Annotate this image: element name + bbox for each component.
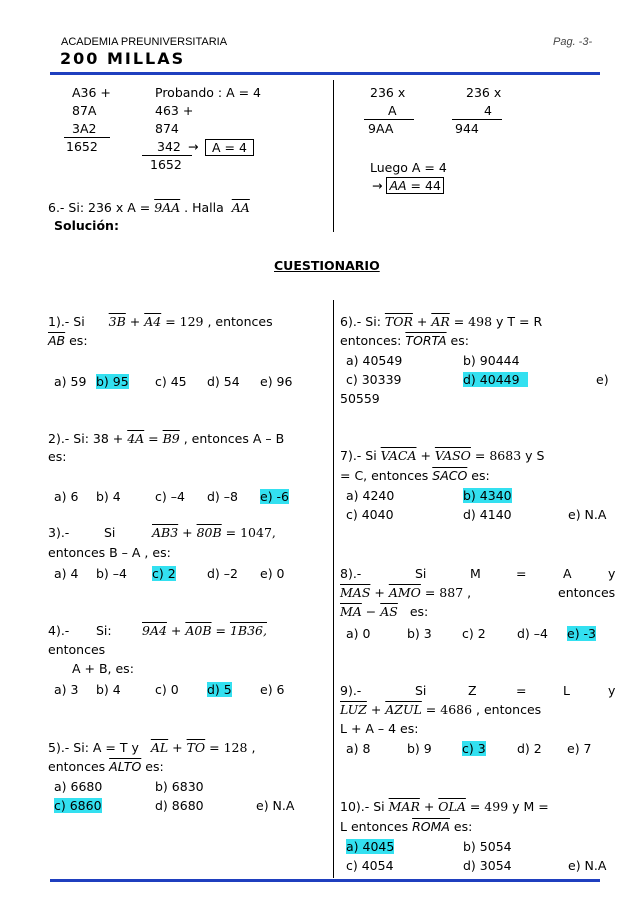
text: , bbox=[463, 585, 472, 600]
arrow-icon: → bbox=[372, 178, 383, 193]
option[interactable]: b) 9 bbox=[407, 741, 432, 756]
option[interactable]: e) N.A bbox=[256, 798, 295, 813]
column-divider bbox=[333, 300, 334, 878]
text: = 128 bbox=[205, 740, 248, 755]
option-continued: 50559 bbox=[340, 391, 380, 406]
option[interactable]: b) 4 bbox=[96, 682, 121, 697]
option[interactable]: a) 3 bbox=[54, 682, 79, 697]
answer-box bbox=[386, 177, 443, 194]
option[interactable]: e) 0 bbox=[260, 566, 285, 581]
text: y S bbox=[521, 448, 545, 463]
expression: TORTA bbox=[405, 333, 447, 348]
option[interactable]: a) 6680 bbox=[54, 779, 103, 794]
option[interactable]: a) 0 bbox=[346, 626, 371, 641]
sum-line: 874 bbox=[155, 121, 179, 136]
text: , entonces A – B bbox=[179, 431, 285, 446]
text: y T = R bbox=[492, 314, 543, 329]
option[interactable]: e) bbox=[596, 372, 609, 387]
expression: $\overline{MAS}$ bbox=[340, 585, 371, 600]
product-rule bbox=[364, 119, 414, 120]
question-text bbox=[340, 448, 544, 463]
question-text: y bbox=[608, 566, 616, 581]
question-text: Si bbox=[415, 566, 427, 581]
expression: $\overline{LUZ}$ bbox=[340, 702, 367, 717]
option-correct[interactable]: b) 4340 bbox=[463, 488, 512, 503]
question-text bbox=[340, 819, 472, 834]
expression: 80B bbox=[196, 525, 222, 540]
question-expression bbox=[142, 623, 267, 638]
expression: ROMA bbox=[412, 819, 450, 834]
sum-line: A36 + bbox=[72, 85, 111, 100]
question-text bbox=[340, 314, 542, 329]
text: + bbox=[370, 585, 389, 600]
text: 1).- Si bbox=[48, 314, 89, 329]
option[interactable]: c) 4054 bbox=[346, 858, 394, 873]
option[interactable]: e) 96 bbox=[260, 374, 293, 389]
option[interactable]: d) 4140 bbox=[463, 507, 512, 522]
option[interactable]: a) 40549 bbox=[346, 353, 403, 368]
expression: $\overline{AS}$ bbox=[380, 604, 398, 619]
expression: $\overline{TOR}$ bbox=[384, 314, 413, 329]
option[interactable]: d) 3054 bbox=[463, 858, 512, 873]
text: + bbox=[178, 525, 197, 540]
question-6-statement bbox=[48, 200, 250, 215]
question-text: 9).- bbox=[340, 683, 362, 698]
expression: 1B36, bbox=[229, 623, 267, 638]
option[interactable]: b) –4 bbox=[96, 566, 127, 581]
option[interactable]: d) –2 bbox=[207, 566, 238, 581]
text: = 1047, bbox=[221, 525, 276, 540]
expression: 9AA bbox=[154, 200, 181, 215]
answer-box: A = 4 bbox=[205, 139, 254, 156]
luego-line: Luego A = 4 bbox=[370, 160, 447, 175]
question-text: 8).- bbox=[340, 566, 362, 581]
text: , entonces bbox=[472, 702, 542, 717]
option[interactable]: a) 59 bbox=[54, 374, 87, 389]
expression: A4 bbox=[144, 314, 162, 329]
text: 6.- Si: 236 x A = bbox=[48, 200, 155, 215]
option-correct[interactable]: e) -6 bbox=[260, 489, 290, 504]
expression: $\overline{MAR}$ bbox=[388, 799, 420, 814]
option[interactable]: d) –4 bbox=[517, 626, 548, 641]
question-text: entonces bbox=[558, 585, 616, 600]
question-text: A bbox=[563, 566, 572, 581]
option[interactable]: a) 6 bbox=[54, 489, 79, 504]
text: = 8683 bbox=[470, 448, 522, 463]
expression: $\overline{AL}$ bbox=[150, 740, 169, 755]
option-correct[interactable]: b) 95 bbox=[96, 374, 129, 389]
option[interactable]: b) 4 bbox=[96, 489, 121, 504]
text: 7).- Si bbox=[340, 448, 381, 463]
question-text bbox=[48, 333, 88, 348]
expression: $\overline{AA}$ bbox=[231, 200, 250, 215]
text: = C, entonces bbox=[340, 468, 433, 483]
text: , bbox=[247, 740, 256, 755]
text: entonces: bbox=[340, 333, 406, 348]
text: 6).- Si: bbox=[340, 314, 385, 329]
sum-line: 463 + bbox=[155, 103, 194, 118]
expression: $\overline{TO}$ bbox=[186, 740, 206, 755]
option[interactable]: b) 6830 bbox=[155, 779, 204, 794]
question-text: es: bbox=[48, 449, 67, 464]
expression: $\overline{AA}$ bbox=[389, 178, 407, 193]
question-text bbox=[48, 314, 273, 329]
column-divider bbox=[333, 80, 334, 232]
expression: $\overline{OLA}$ bbox=[438, 799, 466, 814]
text: . Halla bbox=[180, 200, 228, 215]
option-correct[interactable]: a) 4045 bbox=[346, 839, 395, 854]
document-title: 200 MILLAS bbox=[60, 49, 186, 68]
question-text: = bbox=[516, 566, 527, 581]
expression: ALTO bbox=[109, 759, 142, 774]
expression: SACO bbox=[432, 468, 468, 483]
text: L entonces bbox=[340, 819, 413, 834]
text: es: bbox=[467, 468, 490, 483]
expression: A0B bbox=[185, 623, 212, 638]
section-title: CUESTIONARIO bbox=[274, 258, 380, 273]
product-result: 944 bbox=[455, 121, 479, 136]
option-correct[interactable]: c) 2 bbox=[152, 566, 176, 581]
option[interactable]: d) –8 bbox=[207, 489, 238, 504]
option[interactable]: e) 7 bbox=[567, 741, 592, 756]
question-text: y bbox=[608, 683, 616, 698]
question-text bbox=[340, 468, 490, 483]
text: y M = bbox=[508, 799, 549, 814]
option[interactable]: e) N.A bbox=[568, 507, 607, 522]
product-line: 236 x bbox=[466, 85, 502, 100]
text: = 498 bbox=[449, 314, 493, 329]
question-text: = bbox=[516, 683, 527, 698]
sum-result: 1652 bbox=[66, 139, 98, 154]
text: = bbox=[211, 623, 230, 638]
option-correct[interactable]: e) -3 bbox=[567, 626, 597, 641]
text: es: bbox=[446, 333, 469, 348]
sum-line: 3A2 bbox=[72, 121, 97, 136]
product-line: 236 x bbox=[370, 85, 406, 100]
option[interactable]: d) 2 bbox=[517, 741, 542, 756]
sum-line: 87A bbox=[72, 103, 97, 118]
question-text: Z bbox=[468, 683, 477, 698]
text: − bbox=[361, 604, 381, 619]
text: , entonces bbox=[203, 314, 273, 329]
question-text bbox=[340, 799, 549, 814]
question-expression bbox=[340, 702, 541, 717]
question-text: Si bbox=[415, 683, 427, 698]
option[interactable]: c) 45 bbox=[155, 374, 187, 389]
text: = 887 bbox=[420, 585, 464, 600]
sum-result: 1652 bbox=[150, 157, 182, 172]
conclusion-line bbox=[372, 178, 444, 193]
text: es: bbox=[141, 759, 164, 774]
option[interactable]: b) 3 bbox=[407, 626, 432, 641]
question-text bbox=[48, 740, 255, 755]
question-text: Si bbox=[104, 525, 116, 540]
expression: AB3 bbox=[152, 525, 179, 540]
option[interactable]: c) 30339 bbox=[346, 372, 402, 387]
expression: $\overline{AMO}$ bbox=[388, 585, 421, 600]
expression: VASO bbox=[434, 448, 471, 463]
solution-label: Solución: bbox=[54, 218, 119, 233]
option[interactable]: c) 2 bbox=[462, 626, 486, 641]
text: = bbox=[144, 431, 163, 446]
text: es: bbox=[65, 333, 88, 348]
product-line: 4 bbox=[484, 103, 492, 118]
question-text: 4).- bbox=[48, 623, 70, 638]
sum-line: 342 bbox=[157, 139, 181, 154]
sum-rule bbox=[64, 137, 110, 138]
question-text: 3).- bbox=[48, 525, 70, 540]
option[interactable]: a) 8 bbox=[346, 741, 371, 756]
page-number: Pag. -3- bbox=[553, 36, 593, 48]
option[interactable]: b) 5054 bbox=[463, 839, 512, 854]
option[interactable]: d) 54 bbox=[207, 374, 240, 389]
product-result: 9AA bbox=[368, 121, 394, 136]
option[interactable]: a) 4 bbox=[54, 566, 79, 581]
question-text bbox=[340, 333, 469, 348]
option[interactable]: c) 0 bbox=[155, 682, 179, 697]
probando-label: Probando : A = 4 bbox=[155, 85, 262, 100]
question-text bbox=[48, 431, 284, 446]
expression: AZUL bbox=[385, 702, 422, 717]
header-rule bbox=[50, 72, 600, 75]
expression: VACA bbox=[380, 448, 417, 463]
text: + bbox=[419, 799, 439, 814]
text: + bbox=[125, 314, 145, 329]
text: = 4686 bbox=[421, 702, 473, 717]
question-text: L bbox=[563, 683, 570, 698]
question-text bbox=[48, 759, 164, 774]
question-expression bbox=[340, 604, 428, 619]
option[interactable]: b) 90444 bbox=[463, 353, 520, 368]
question-text: A + B, es: bbox=[72, 661, 134, 676]
text: + bbox=[166, 623, 186, 638]
text: = 44 bbox=[406, 178, 441, 193]
product-line: A bbox=[388, 103, 397, 118]
question-text: M bbox=[470, 566, 481, 581]
text: 5).- Si: A = T y bbox=[48, 740, 143, 755]
text: + bbox=[168, 740, 187, 755]
question-expression bbox=[152, 525, 276, 540]
text: 10).- Si bbox=[340, 799, 389, 814]
text: + bbox=[416, 448, 435, 463]
question-text: Si: bbox=[96, 623, 112, 638]
expression: B9 bbox=[162, 431, 180, 446]
expression: 9A4 bbox=[142, 623, 167, 638]
footer-rule bbox=[50, 879, 600, 882]
option[interactable]: d) 8680 bbox=[155, 798, 204, 813]
text: entonces bbox=[48, 759, 110, 774]
expression: $\overline{MA}$ bbox=[340, 604, 362, 619]
option-correct[interactable]: d) 40449 bbox=[463, 372, 528, 387]
question-text: L + A – 4 es: bbox=[340, 721, 419, 736]
text: 2).- Si: 38 + bbox=[48, 431, 128, 446]
text: = 129 bbox=[161, 314, 204, 329]
option-correct[interactable]: c) 6860 bbox=[54, 798, 102, 813]
option[interactable]: e) 6 bbox=[260, 682, 285, 697]
option-correct[interactable]: d) 5 bbox=[207, 682, 232, 697]
question-text: entonces bbox=[48, 642, 106, 657]
expression: $\overline{AB}$ bbox=[48, 333, 66, 348]
text: + bbox=[412, 314, 432, 329]
expression: $\overline{AR}$ bbox=[431, 314, 450, 329]
arrow-icon: → bbox=[188, 139, 199, 154]
text: es: bbox=[449, 819, 473, 834]
option[interactable]: a) 4240 bbox=[346, 488, 395, 503]
academy-name: ACADEMIA PREUNIVERSITARIA bbox=[61, 36, 228, 48]
sum-rule bbox=[142, 155, 192, 156]
option[interactable]: e) N.A bbox=[568, 858, 607, 873]
option-correct[interactable]: c) 3 bbox=[462, 741, 486, 756]
expression: 3B bbox=[108, 314, 126, 329]
text: = 499 bbox=[465, 799, 509, 814]
text: + bbox=[366, 702, 386, 717]
product-rule bbox=[452, 119, 502, 120]
expression: 4A bbox=[127, 431, 145, 446]
option[interactable]: c) 4040 bbox=[346, 507, 394, 522]
option[interactable]: c) –4 bbox=[155, 489, 185, 504]
question-expression bbox=[340, 585, 471, 600]
text: es: bbox=[405, 604, 429, 619]
question-text: entonces B – A , es: bbox=[48, 545, 171, 560]
